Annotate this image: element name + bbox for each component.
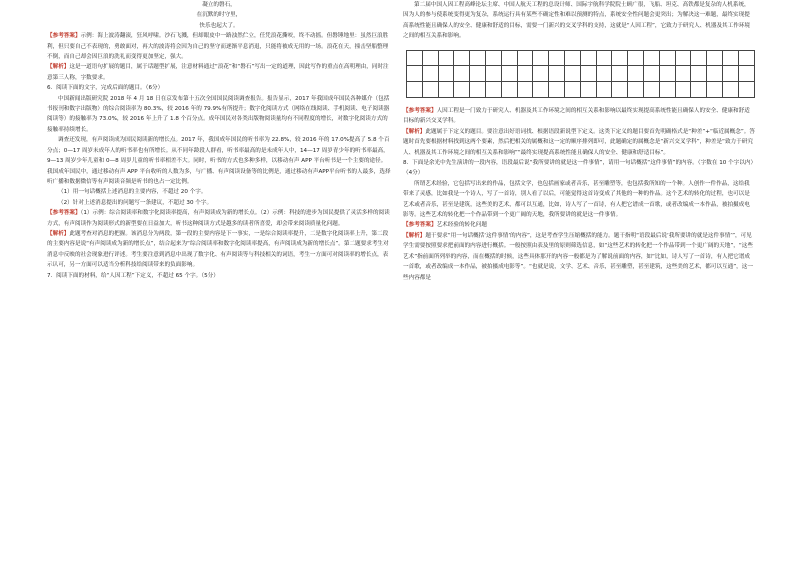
answer-text: 示例：海上波涛翻滚，狂风呼啸。沙石飞溅，但却眼皮中一路浊然伫立，任凭浪花撕咬，终不动摇。但磐锤地里：虽然巨浪胜利，但只要自己不表现的，勇敢面对，再大的波涛将会因为自己的坚守而逐渐平息消退，只能将被成无用的一场。浪花在天，撞击坚船整理不倒，而自己却会因巨浪的洗礼而变得更加坚定，强大。 [47,33,389,61]
explanation-text: 此题属于下定义的题目。要注意出好语词找、根据语段新说型下定义。这类下定义的题目要首先明确格式是“种差”+“临近属概念”。答题时首先要根据材料找到这两个要素，然后把相关的属概和这一定的顺序排列即可，此题确定的属概念是“新兴交叉学科”，种差是“致力于研究人、机器及其工作环境之间的相互关系和影响”“最终实现提高系统性能且确保人的安全、健康和舒适目标”。 [403,128,755,156]
question-6-paragraph: 调查还发现，有声阅读成为国民阅读新的增长点。2017 年，我国成年国民的听书率为 22.8%，较 2016 年的 17.0%提高了 5.8 个百分点；0—17 周岁未成年人的听书率也有所增长。从不同年龄段人群看，听书率最高的是未成年人中，14—17 周岁青少年的听书率最高，9—13 周岁少年儿童和 0—8 周岁儿童的听书率相差不大。同时，听书的方式也多种多样，以移动有声 APP 平台听书是一个主要的途径。我国成年国民中，通过移动有声 APP 平台收听的人数为多，与广播、有声阅读设备等的比例是，通过移动有声APP平台听书的人最多，选择听广播和数据微信等有声阅读音频是听书的也占一定比例。 [47,137,391,185]
question-6-sub: （1）用一句话概括上述消息的主要内容，不超过 20 个字。 [58,189,207,196]
answer-grid [406,50,755,98]
answer-text: （1）示例：综合阅读率和数字化阅读率提高，有声阅读成为新的增长点。（2）示例：科技的进步为国民提供了灵活多样的阅读方式，有声阅读作为阅读形式的新型要在日益加大，听书这种阅读方式是越多的读者所喜爱，却会带来阅读质量化问题。 [47,210,390,227]
explanation-5 [47,62,391,83]
poem-line: 快乐也起大了。 [199,22,239,29]
left-column [47,0,391,281]
poem-line: 在沉默的时守里， [196,12,242,19]
question-6-title: 6．阅读下面的文字，完成后面的题目。（6分） [47,85,164,92]
explanation-7 [403,127,755,158]
answer-text: 艺术经验的转化问题 [436,222,487,229]
explanation-tag: 【解析】 [403,232,426,239]
answer-8 [403,220,755,230]
question-8-passage: 所谓艺术经验，它包括写出来的作品，包括文学，也包括画家或者音乐，甚至雕塑等，也包括我所知的一个种。人创作一件作品，这给我带来了灵感，比如我是一个诗人，写了一首诗，别人看了以后，可能觉得这首诗变成了其他的一种的作品。这个艺术的转化的过程，也可以是艺术或者音乐，甚至是建筑，这些美的艺术，都可以互通，比如，诗人写了一首诗，有人把它谱成一首歌，或者改编成一本作品，被拍摄成电影等。这些艺术的转化把一个作品带到一个更广阔的天地，我所要讲的就是这一件事情。 [403,180,750,219]
answer-text: 人因工程是一门致力于研究人、机器及其工作环境之间的相互关系和影响以最终实现提高系统性能且确保人的安全、健康和舒适目标的新兴交叉学科。 [403,108,750,125]
question-6-sub: （2）针对上述消息提出的问题写一条建议，不超过 30 个字。 [58,199,213,206]
explanation-6 [47,229,391,271]
answer-7 [403,106,755,127]
question-6-paragraph: 中国新闻出版研究院 2018 年 4 月 18 日在京发布第十五次全国国民阅读调查报告。报告显示，2017 年我国成年国民各种媒介（包括书报刊和数字出版物）的综合阅读率为 80.3%，较 2016 年的 79.9%有所提升；数字化阅读方式（网络在线阅读、手机阅读、电子阅读器阅读等）的接触率为 73.0%，较 2016 年上升了 1.8 个百分点。成年国民对各类出版物阅读量均有不同程度的增长，对数字化阅读方式的接触率持续增长。 [47,95,390,133]
poem-line: 凝立的磐石， [202,2,236,8]
right-column [403,0,755,283]
explanation-tag: 【解析】 [47,230,70,237]
question-8-title: 8．下面是余光中先生演讲的一段内容，语段最后说“我所要讲的就是这一件事情”，请用一句话概括“这件事情”的内容。（字数在 10 个字以内）（4分） [403,160,754,177]
answer-5 [47,31,391,62]
answer-6 [47,208,391,229]
question-7-passage: 第二届中国人因工程高峰论坛主席、中国人航天工程的总设计师、国际宇航科学院院士顾广很，飞船、坦克、高铁都是复杂的人机系统，因为人的参与使系统变得更为复杂，系统运行具有某些不确定性和难以预测的特点，系统安全性问题会更突出；为解决这一难题，最终实现提高系统性能且确保人的安全、健康和舒适的目标，需要一门新兴的交叉学科的支持，这就是“人因工程”，它致力于研究人、机器及其工作环境之间的相互关系和影响。 [403,2,751,40]
explanation-text: 题干要求“用一句话概括‘这件事情’的内容”，这是考查学生压缩概括的能力。题干指明“语段最后说‘我所要讲的就是这件事情’”，可见学生需要按照要求把前面的内容进行概括。一般按照由表及里的原则筛选信息，如“这些艺术的转化把一个作品带到一个更广阔的天地”，“这些艺术”指前面所列举的内容，而在概括的时候，这些具体那开的内容一般都是为了解说前面的内容，如“比如，诗人写了一首诗，有人把它谱成一首歌，或者改编成一本作品，被拍摄成电影等”。“也就是说，文学、艺术、音乐，甚至雕塑，甚至建筑，这些美的艺术，都可以互通”，这一些内容都是 [403,232,753,281]
poem [47,0,391,31]
explanation-text: 此题考查对消息的把握。该消息分为两段，第一段的主要内容是下一事实，一是综合阅读率提升，二是数字化阅读率上升，第二段的主要内容是说“有声阅读成为新的增长点”，结合起来为“综合阅读率和数字化阅读率提高，有声阅读成为新的增长点”。第二题要求考生对消息中反映的社会现象进行评述。考生要注意到消息中出现了数字化、有声阅读等与科技相关的词语，考生一方面可对阅读率的增长点，表示认可，另一方面可以适当分析科技给阅读带来的负面影响。 [47,230,389,269]
explanation-tag: 【解析】 [47,64,70,71]
explanation-text: 这是一道语句扩展的题目，属于话题型扩展，注意材料通过“浪花”和“磐石”写出一定的道理，因此写作的重点在高明理由，同时注意第三人称，字数要求。 [47,64,389,81]
explanation-8 [403,231,755,283]
explanation-tag: 【解析】 [403,128,426,135]
answer-tag: 【参考答案】 [47,33,81,40]
answer-tag: 【参考答案】 [403,222,437,229]
answer-tag: 【参考答案】 [47,210,81,217]
answer-tag: 【参考答案】 [403,108,437,115]
question-7-title: 7．阅读下面的材料，给“人因工程”下定义，不超过 65 个字。（5分） [47,272,219,279]
